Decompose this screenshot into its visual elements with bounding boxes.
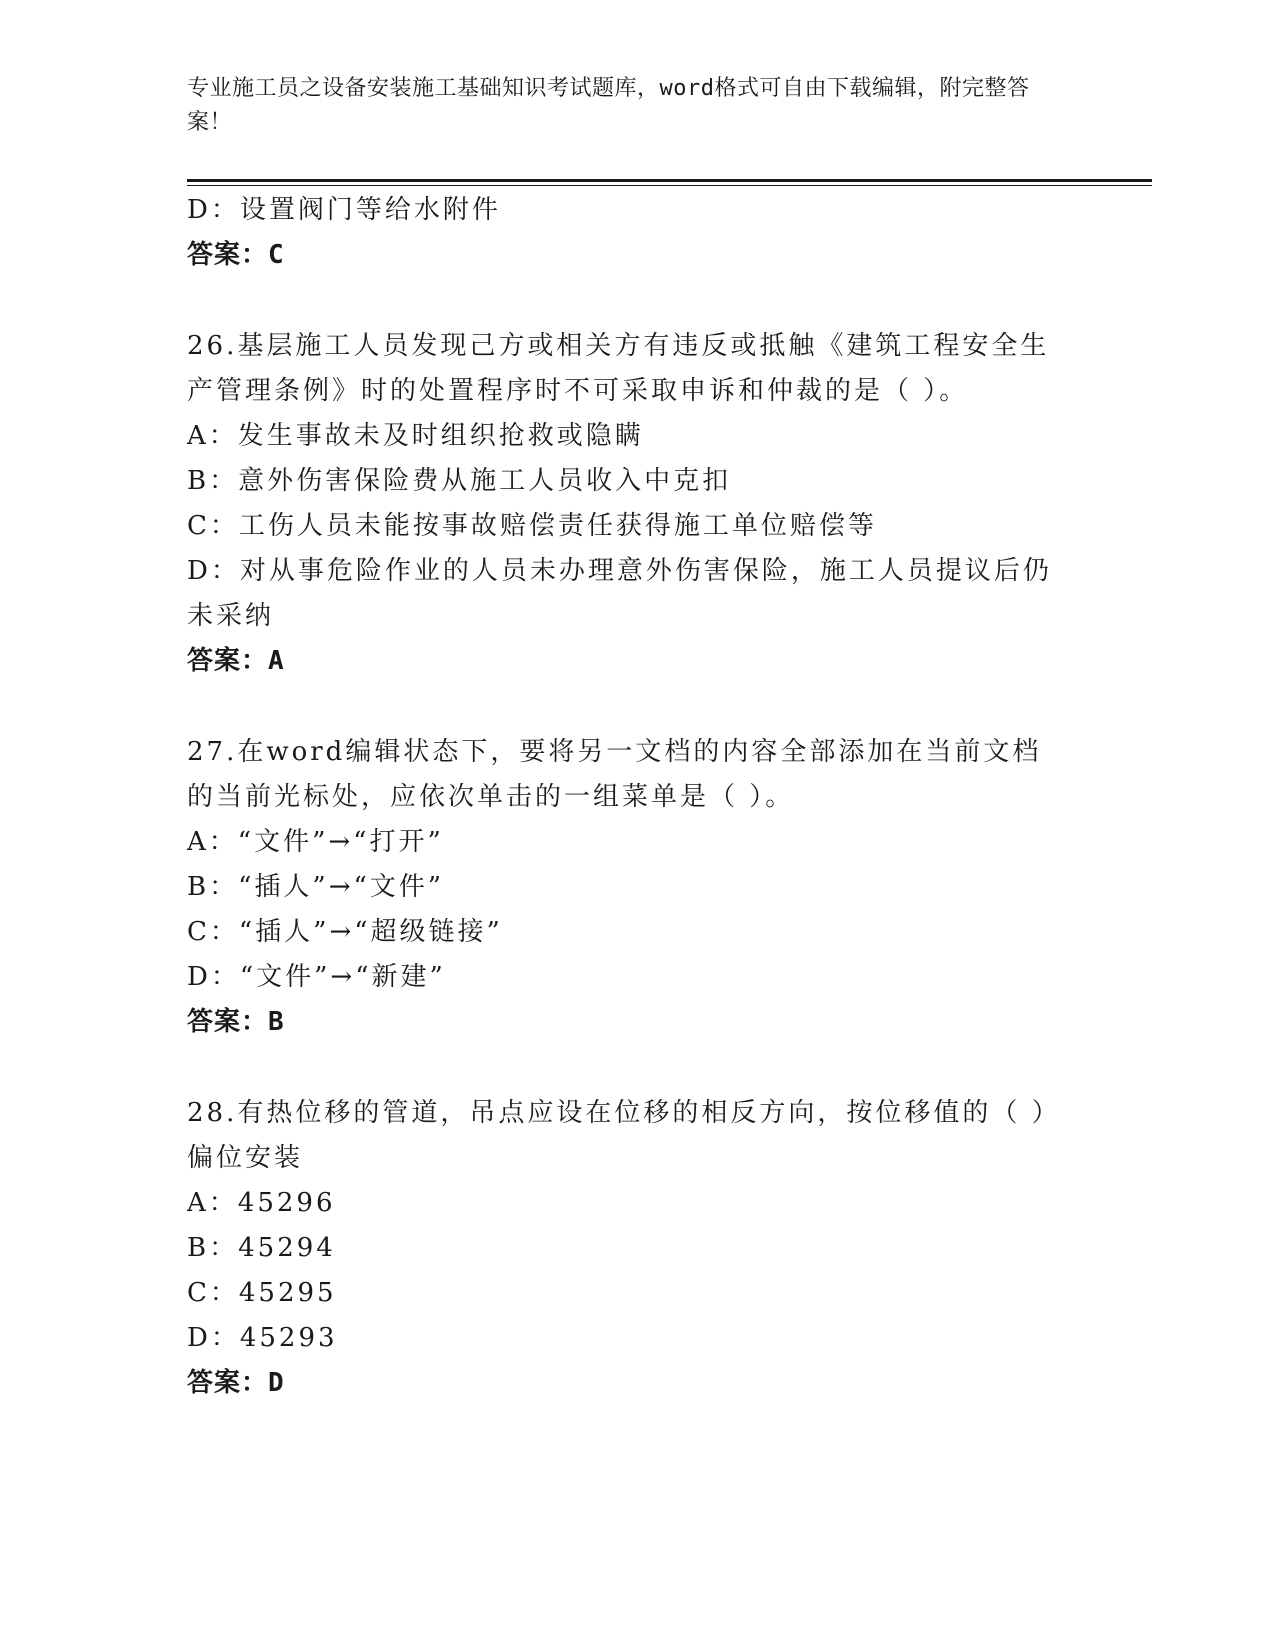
- option-b: B：意外伤害保险费从施工人员收入中克扣: [187, 466, 732, 496]
- option-d: D：45293: [187, 1323, 338, 1353]
- option-c: C：45295: [187, 1278, 337, 1308]
- question-text: 27.在word编辑状态下，要将另一文档的内容全部添加在当前文档的当前光标处，应依次单击的一组菜单是（ ）。: [187, 737, 1042, 812]
- answer-line: 答案：A: [187, 646, 285, 676]
- header-text: 专业施工员之设备安装施工基础知识考试题库，word格式可自由下载编辑，附完整答案！: [187, 76, 1030, 135]
- document-body: [187, 188, 1067, 1406]
- option-d: D：设置阀门等给水附件: [187, 195, 501, 225]
- option-d: D：“文件”→“新建”: [187, 962, 446, 992]
- option-c: C：“插人”→“超级链接”: [187, 917, 503, 947]
- question-block-q28: [187, 1091, 1067, 1406]
- document-header: [187, 72, 1067, 140]
- answer-line: 答案：B: [187, 1007, 285, 1037]
- question-block-q25: [187, 188, 1067, 278]
- question-text: 28.有热位移的管道，吊点应设在位移的相反方向，按位移值的（ ）偏位安装: [187, 1098, 1061, 1173]
- header-rule-thin: [187, 185, 1152, 186]
- answer-line: 答案：D: [187, 1368, 285, 1398]
- option-a: A：“文件”→“打开”: [187, 827, 444, 857]
- option-b: B：45294: [187, 1233, 336, 1263]
- header-rule-thick: [187, 179, 1152, 182]
- option-a: A：发生事故未及时组织抢救或隐瞒: [187, 421, 644, 451]
- question-block-q27: [187, 730, 1067, 1045]
- option-d: D：对从事危险作业的人员未办理意外伤害保险，施工人员提议后仍未采纳: [187, 556, 1052, 631]
- option-b: B：“插人”→“文件”: [187, 872, 445, 902]
- question-text: 26.基层施工人员发现己方或相关方有违反或抵触《建筑工程安全生产管理条例》时的处置程序时不可采取申诉和仲裁的是（ ）。: [187, 331, 1050, 406]
- answer-line: 答案：C: [187, 240, 285, 270]
- question-block-q26: [187, 324, 1067, 684]
- block-spacer: [187, 684, 1067, 730]
- option-c: C：工伤人员未能按事故赔偿责任获得施工单位赔偿等: [187, 511, 877, 541]
- block-spacer: [187, 1045, 1067, 1091]
- option-a: A：45296: [187, 1188, 336, 1218]
- block-spacer: [187, 278, 1067, 324]
